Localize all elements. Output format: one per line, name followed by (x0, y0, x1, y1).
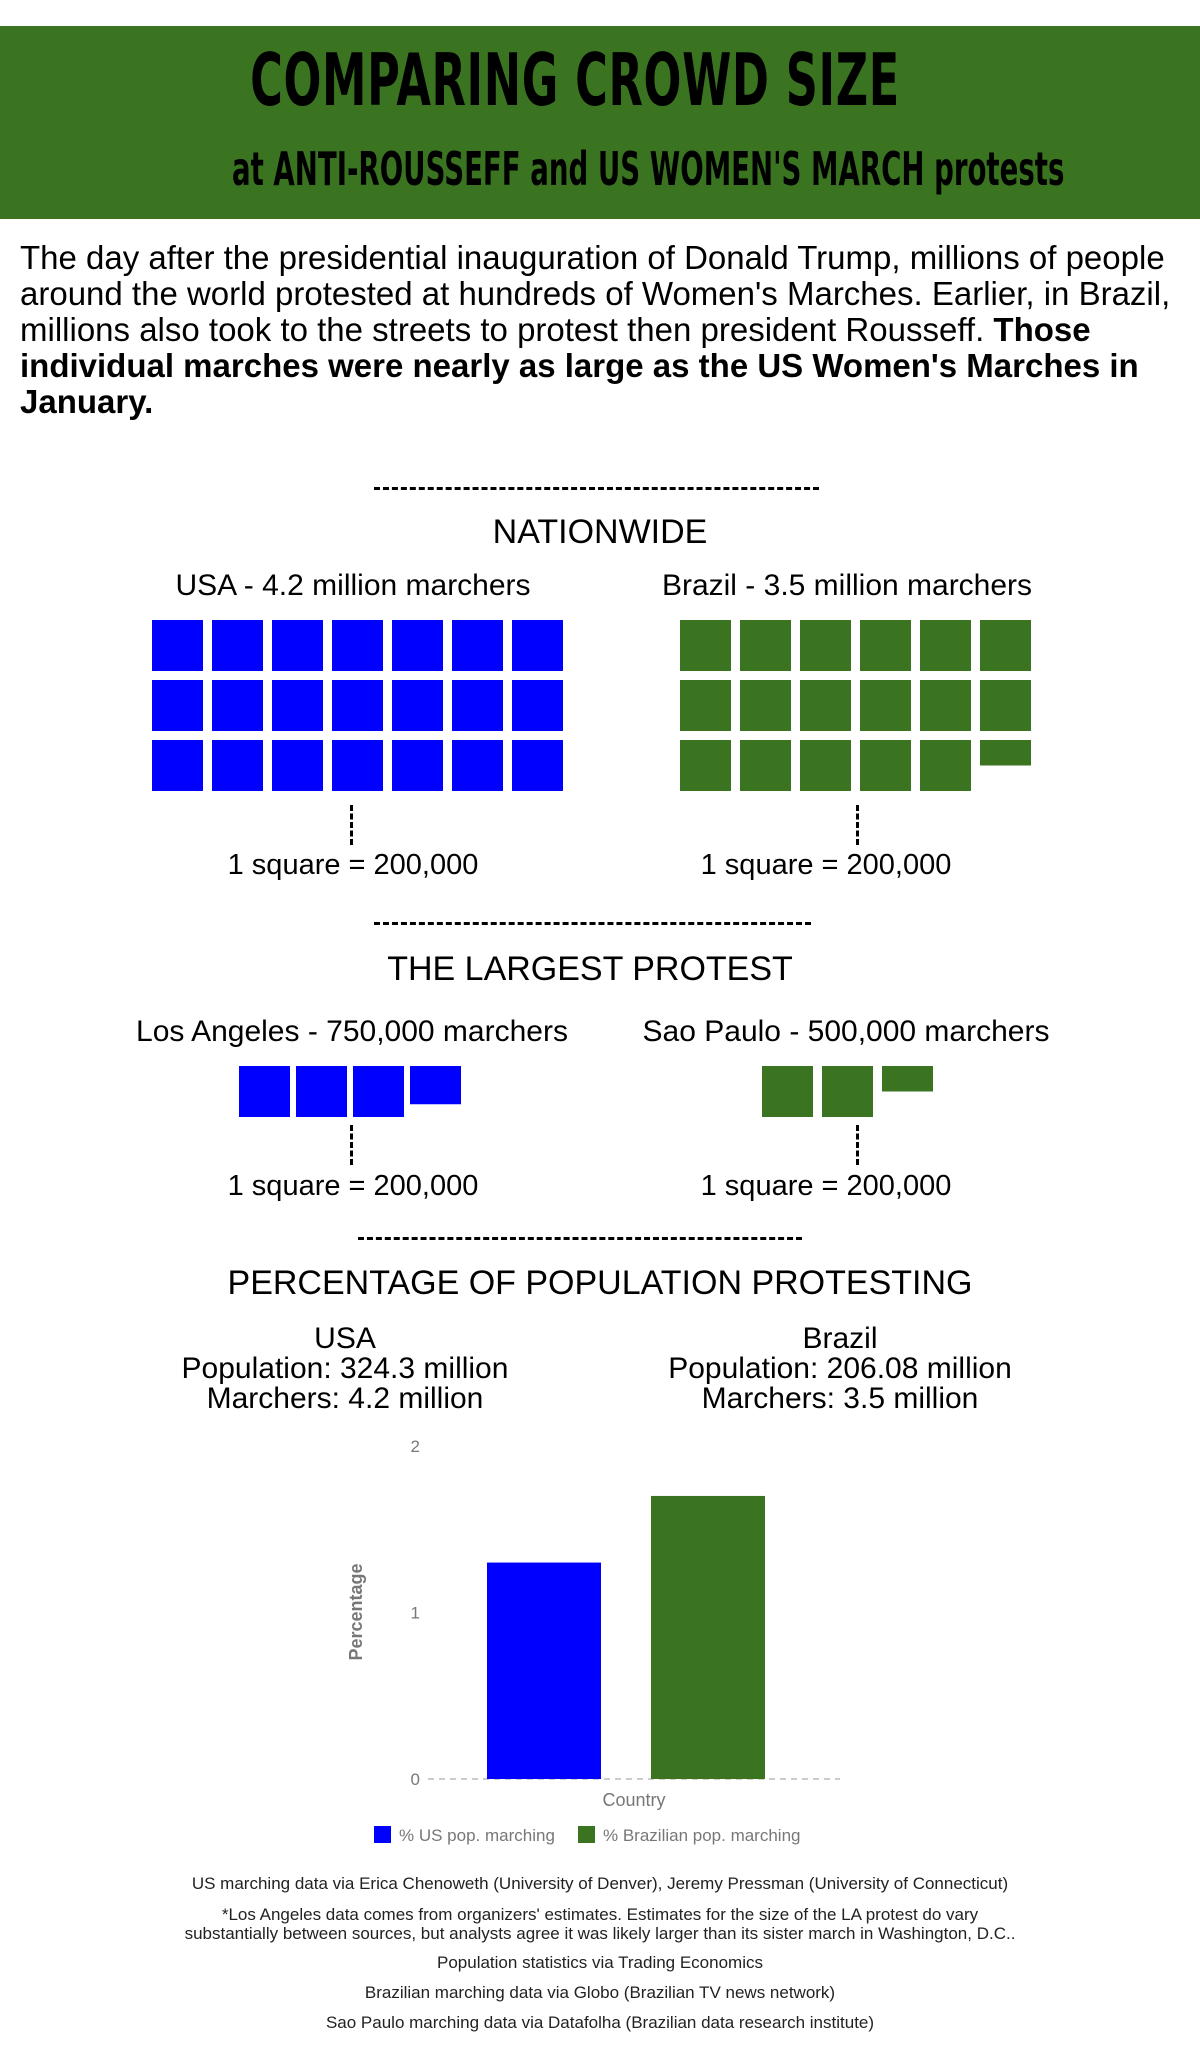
usa-stats-name: USA (314, 1322, 376, 1355)
sp-label: Sao Paulo - 500,000 marchers (642, 1015, 1050, 1048)
credit-la-note-2: substantially between sources, but analysts agree it was likely larger than its sister march in Washington, D.C.. (184, 1924, 1016, 1943)
brazil-waffle-square (860, 680, 911, 731)
usa-stats-population: Population: 324.3 million (181, 1352, 509, 1385)
brazil-waffle-square (980, 680, 1031, 731)
sp-waffle-square (882, 1066, 933, 1092)
brazil-nationwide-key: 1 square = 200,000 (700, 849, 952, 881)
usa-waffle-square (512, 740, 563, 791)
usa-waffle-square (272, 620, 323, 671)
section-title-percentage: PERCENTAGE OF POPULATION PROTESTING (227, 1264, 973, 1302)
usa-waffle-square (452, 680, 503, 731)
brazil-waffle-square (800, 680, 851, 731)
brazil-waffle-square (980, 620, 1031, 671)
credit-population: Population statistics via Trading Economics (437, 1953, 763, 1972)
usa-waffle-square (512, 620, 563, 671)
section-title-largest: THE LARGEST PROTEST (387, 950, 793, 988)
credit-la-note-1: *Los Angeles data comes from organizers' estimates. Estimates for the size of the LA protest do vary (221, 1905, 979, 1924)
brazil-stats-name: Brazil (802, 1322, 878, 1355)
brazil-stats-population: Population: 206.08 million (668, 1352, 1012, 1385)
brazil-stats-marchers: Marchers: 3.5 million (701, 1382, 979, 1415)
sp-waffle-square (822, 1066, 873, 1117)
page-subtitle: at ANTI-ROUSSEFF and US WOMEN'S MARCH protests (232, 142, 1065, 196)
usa-stats-marchers: Marchers: 4.2 million (206, 1382, 484, 1415)
legend-label-1: % Brazilian pop. marching (603, 1826, 801, 1845)
brazil-waffle-square (980, 740, 1031, 766)
usa-waffle-square (212, 680, 263, 731)
usa-waffle-square (212, 620, 263, 671)
usa-waffle-square (512, 680, 563, 731)
la-waffle-square (239, 1066, 290, 1117)
credit-brazil-data: Brazilian marching data via Globo (Brazilian TV news network) (364, 1983, 836, 2002)
usa-waffle-square (332, 680, 383, 731)
brazil-waffle-square (680, 740, 731, 791)
page-title: COMPARING CROWD SIZE (250, 38, 900, 122)
brazil-waffle-square (680, 620, 731, 671)
brazil-waffle-square (920, 620, 971, 671)
usa-waffle-square (152, 620, 203, 671)
credit-sao-paulo-data: Sao Paulo marching data via Datafolha (Brazilian data research institute) (325, 2013, 875, 2032)
y-axis-label: Percentage (346, 1563, 366, 1661)
sp-key: 1 square = 200,000 (700, 1170, 952, 1202)
intro-bold-text: Those individual marches were nearly as large as the US Women's Marches in January. (20, 311, 1139, 420)
usa-waffle-square (452, 740, 503, 791)
usa-waffle-square (392, 680, 443, 731)
brazil-waffle-square (740, 620, 791, 671)
brazil-waffle-square (860, 620, 911, 671)
usa-waffle-square (332, 620, 383, 671)
sp-waffle-square (762, 1066, 813, 1117)
usa-waffle-square (152, 680, 203, 731)
intro-text: The day after the presidential inauguration of Donald Trump, millions of people around the world protested at hundreds of Women's Marches. Earlier, in Brazil, millions also took to the streets to protest then president Rousseff. (20, 239, 1171, 348)
la-label: Los Angeles - 750,000 marchers (136, 1015, 568, 1048)
usa-nationwide-key: 1 square = 200,000 (227, 849, 479, 881)
y-tick-label: 1 (410, 1603, 420, 1623)
brazil-nationwide-label: Brazil - 3.5 million marchers (661, 569, 1033, 602)
la-waffle-square (296, 1066, 347, 1117)
brazil-waffle-square (680, 680, 731, 731)
brazil-waffle-square (860, 740, 911, 791)
brazil-waffle-square (800, 740, 851, 791)
section-title-nationwide: NATIONWIDE (492, 513, 708, 551)
usa-waffle-square (392, 740, 443, 791)
la-waffle-square (410, 1066, 461, 1104)
brazil-waffle-square (920, 740, 971, 791)
legend-swatch-0 (374, 1826, 391, 1843)
legend-label-0: % US pop. marching (399, 1826, 555, 1845)
brazil-waffle-square (800, 620, 851, 671)
bar-0 (487, 1563, 601, 1779)
credit-us-data: US marching data via Erica Chenoweth (University of Denver), Jeremy Pressman (University of Connecticut) (191, 1874, 1009, 1893)
usa-waffle-square (452, 620, 503, 671)
y-tick-label: 0 (410, 1770, 420, 1789)
usa-waffle-square (392, 620, 443, 671)
la-key: 1 square = 200,000 (227, 1170, 479, 1202)
la-waffle-square (353, 1066, 404, 1117)
legend-swatch-1 (578, 1826, 595, 1843)
brazil-waffle-square (920, 680, 971, 731)
y-tick-label: 2 (410, 1437, 420, 1456)
usa-waffle-square (272, 680, 323, 731)
brazil-waffle-square (740, 680, 791, 731)
usa-waffle-square (332, 740, 383, 791)
usa-waffle-square (272, 740, 323, 791)
usa-nationwide-label: USA - 4.2 million marchers (175, 569, 531, 602)
usa-waffle-square (152, 740, 203, 791)
brazil-waffle-square (740, 740, 791, 791)
bar-1 (651, 1496, 765, 1779)
usa-waffle-square (212, 740, 263, 791)
x-axis-label: Country (602, 1790, 666, 1810)
